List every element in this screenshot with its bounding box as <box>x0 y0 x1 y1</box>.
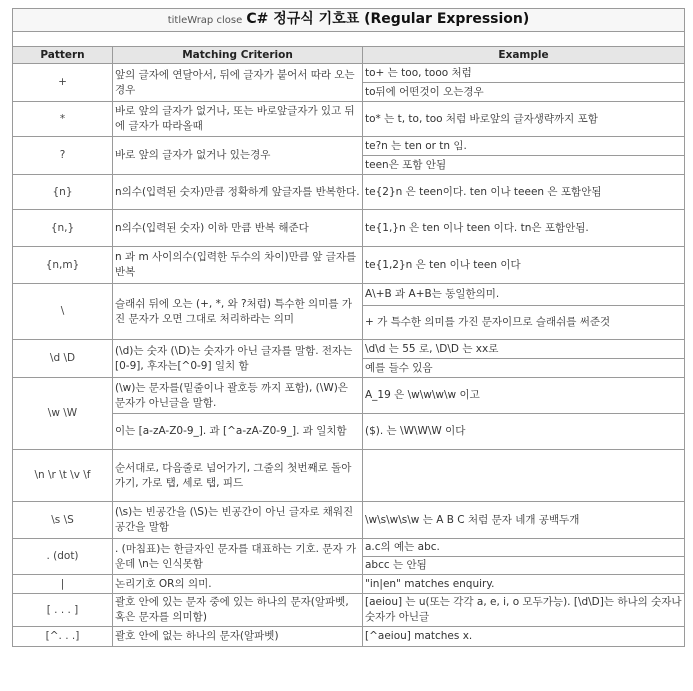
pattern-cell: \d \D <box>13 340 113 378</box>
criterion-cell: (\w)는 문자를(밑줄이나 괄호등 까지 포함), (\W)은 문자가 아닌글을 말함. <box>113 378 363 414</box>
example-cell: 예를 들수 있음 <box>363 359 685 378</box>
criterion-cell: 논리기호 OR의 의미. <box>113 575 363 594</box>
header-pattern: Pattern <box>13 47 113 64</box>
example-cell: \w\s\w\s\w 는 A B C 처럼 문자 네개 공백두개 <box>363 502 685 539</box>
pattern-cell: \n \r \t \v \f <box>13 450 113 502</box>
criterion-cell: 바로 앞의 글자가 없거나, 또는 바로앞글자가 있고 뒤에 글자가 따라올때 <box>113 102 363 137</box>
title-prefix: titleWrap close <box>167 15 243 26</box>
criterion-cell: (\s)는 빈공간을 (\S)는 빈공간이 아닌 글자로 채워진 공간을 말함 <box>113 502 363 539</box>
pattern-cell: | <box>13 575 113 594</box>
criterion-cell: n 과 m 사이의수(입력한 두수의 차이)만큼 앞 글자를 반복 <box>113 247 363 284</box>
regex-table <box>12 8 685 647</box>
example-cell: to+ 는 too, tooo 처럼 <box>363 64 685 83</box>
criterion-cell: 이는 [a-zA-Z0-9_]. 과 [^a-zA-Z0-9_]. 과 일치함 <box>113 414 363 450</box>
example-cell: abcc 는 안됨 <box>363 557 685 575</box>
table-title <box>13 9 685 32</box>
title-main: C# 정규식 기호표 (Regular Expression) <box>246 11 530 27</box>
criterion-cell: n의수(입력된 숫자) 이하 만큼 반복 해준다 <box>113 210 363 247</box>
blank-row <box>13 32 685 47</box>
example-cell: \d\d 는 55 로, \D\D 는 xx로 <box>363 340 685 359</box>
example-cell: teen은 포함 안됨 <box>363 156 685 175</box>
pattern-cell: {n,} <box>13 210 113 247</box>
example-cell: te{1,}n 은 ten 이나 teen 이다. tn은 포함안됨. <box>363 210 685 247</box>
criterion-cell: 괄호 안에 없는 하나의 문자(알파벳) <box>113 627 363 647</box>
pattern-cell: * <box>13 102 113 137</box>
pattern-cell: [ . . . ] <box>13 594 113 627</box>
example-cell: "in|en" matches enquiry. <box>363 575 685 594</box>
example-cell: A\+B 과 A+B는 동일한의미. <box>363 284 685 306</box>
example-cell: te{1,2}n 은 ten 이나 teen 이다 <box>363 247 685 284</box>
pattern-cell: . (dot) <box>13 539 113 575</box>
example-cell: to* 는 t, to, too 처럼 바로앞의 글자생략까지 포함 <box>363 102 685 137</box>
header-example: Example <box>363 47 685 64</box>
criterion-cell: 슬래쉬 뒤에 오는 (+, *, 와 ?처럼) 특수한 의미를 가진 문자가 오면 그대로 처리하라는 의미 <box>113 284 363 340</box>
pattern-cell: {n,m} <box>13 247 113 284</box>
pattern-cell: \s \S <box>13 502 113 539</box>
pattern-cell: {n} <box>13 175 113 210</box>
criterion-cell: 순서대로, 다음줄로 넘어가기, 그줄의 첫번째로 돌아가기, 가로 탭, 세로 탭, 피드 <box>113 450 363 502</box>
example-cell: A_19 은 \w\w\w\w 이고 <box>363 378 685 414</box>
example-cell: to뒤에 어떤것이 오는경우 <box>363 83 685 102</box>
example-cell <box>363 450 685 502</box>
criterion-cell: 괄호 안에 있는 문자 중에 있는 하나의 문자(알파벳, 혹은 문자를 의미함) <box>113 594 363 627</box>
regex-table-frame <box>12 8 684 682</box>
header-criterion: Matching Criterion <box>113 47 363 64</box>
criterion-cell: (\d)는 숫자 (\D)는 숫자가 아닌 글자를 말함. 전자는[0-9], 후자는[^0-9] 일치 함 <box>113 340 363 378</box>
example-cell: te{2}n 은 teen이다. ten 이나 teeen 은 포함안됨 <box>363 175 685 210</box>
pattern-cell: ? <box>13 137 113 175</box>
pattern-cell: + <box>13 64 113 102</box>
example-cell: [aeiou] 는 u(또는 각각 a, e, i, o 모두가능). [\d\D]는 하나의 숫자나 숫자가 아닌글 <box>363 594 685 627</box>
example-cell: ($). 는 \W\W\W 이다 <box>363 414 685 450</box>
example-cell: a.c의 예는 abc. <box>363 539 685 557</box>
criterion-cell: . (마침표)는 한글자인 문자를 대표하는 기호. 문자 가운데 \n는 인식못함 <box>113 539 363 575</box>
pattern-cell: [^. . .] <box>13 627 113 647</box>
pattern-cell: \w \W <box>13 378 113 450</box>
criterion-cell: n의수(입력된 숫자)만큼 정확하게 앞글자를 반복한다. <box>113 175 363 210</box>
criterion-cell: 바로 앞의 글자가 없거나 있는경우 <box>113 137 363 175</box>
example-cell: + 가 특수한 의미를 가진 문자이므로 슬래쉬를 써준것 <box>363 306 685 340</box>
criterion-cell: 앞의 글자에 연달아서, 뒤에 글자가 붙어서 따라 오는경우 <box>113 64 363 102</box>
example-cell: [^aeiou] matches x. <box>363 627 685 647</box>
pattern-cell: \ <box>13 284 113 340</box>
example-cell: te?n 는 ten or tn 임. <box>363 137 685 156</box>
